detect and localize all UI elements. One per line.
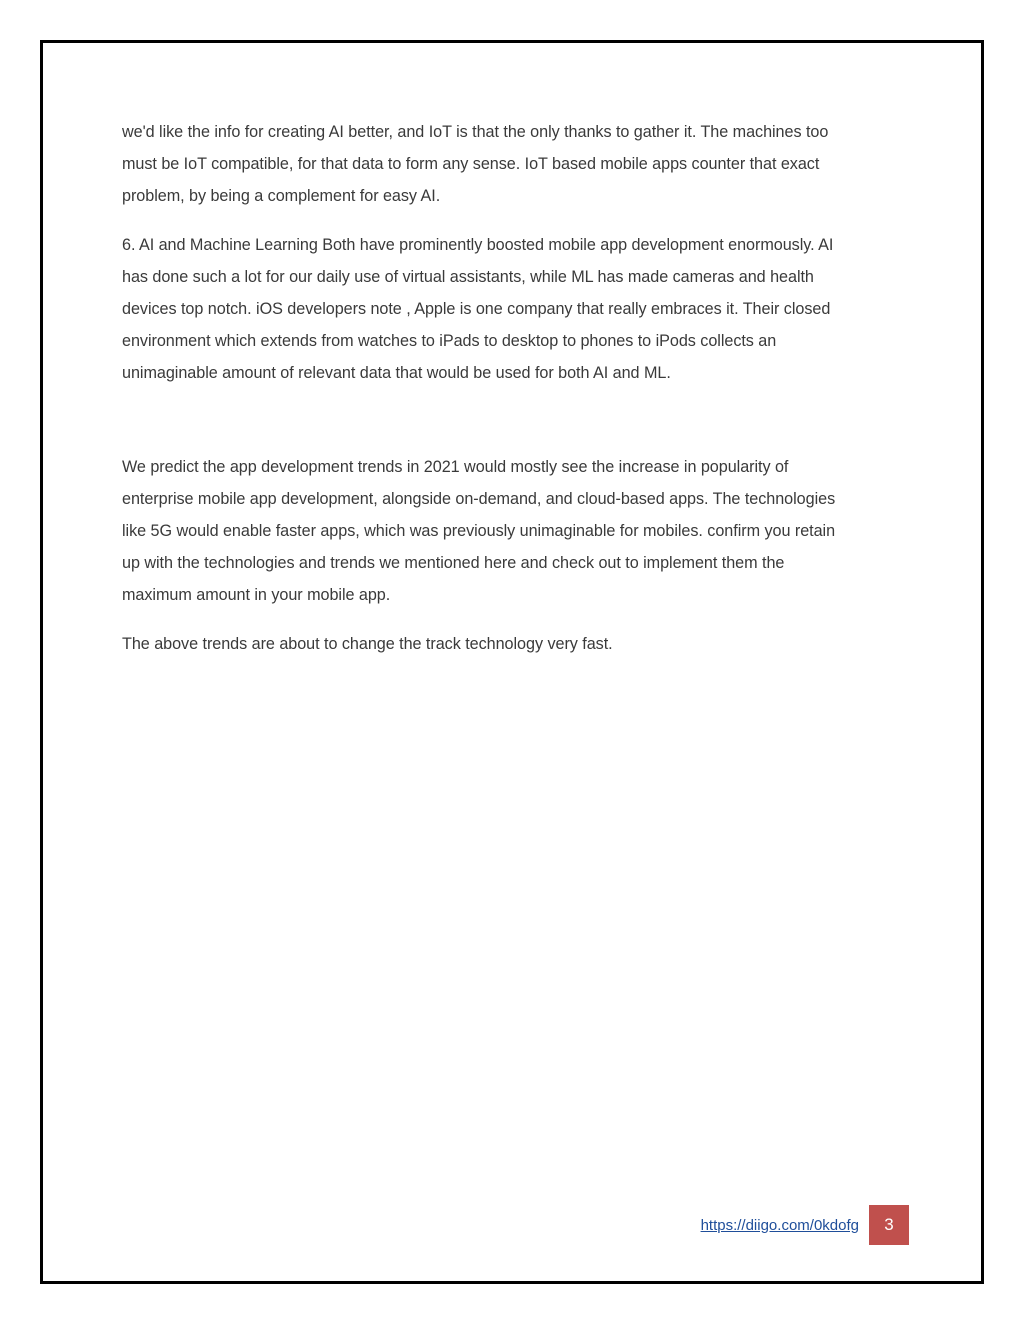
- paragraph-ai-ml: 6. AI and Machine Learning Both have prominently boosted mobile app development enormously. AI has done such a lot for our daily use of virtual assistants, while ML has made cameras and health devices top notch. iOS developers note , Apple is one company that really embraces it. Their closed environment which extends from watches to iPads to desktop to phones to iPods collects an unimaginable amount of relevant data that would be used for both AI and ML.: [122, 235, 834, 383]
- paragraph-conclusion: The above trends are about to change the track technology very fast.: [122, 634, 613, 653]
- paragraph-prediction: We predict the app development trends in 2021 would mostly see the increase in popularity of enterprise mobile app development, alongside on-demand, and cloud-based apps. The technologies like 5G would enable faster apps, which was previously unimaginable for mobiles. confirm you retain up with the technologies and trends we mentioned here and check out to implement them the maximum amount in your mobile app.: [122, 457, 836, 605]
- page-frame: [40, 40, 984, 1284]
- page-content: [122, 116, 912, 660]
- footer-link[interactable]: https://diigo.com/0kdofg: [700, 1216, 859, 1234]
- page-number-badge: 3: [869, 1205, 909, 1245]
- paragraph-iot-ai: we'd like the info for creating AI better, and IoT is that the only thanks to gather it. The machines too must be IoT compatible, for that data to form any sense. IoT based mobile apps counter that exact problem, by being a complement for easy AI.: [122, 123, 829, 206]
- page-footer: [701, 1205, 909, 1245]
